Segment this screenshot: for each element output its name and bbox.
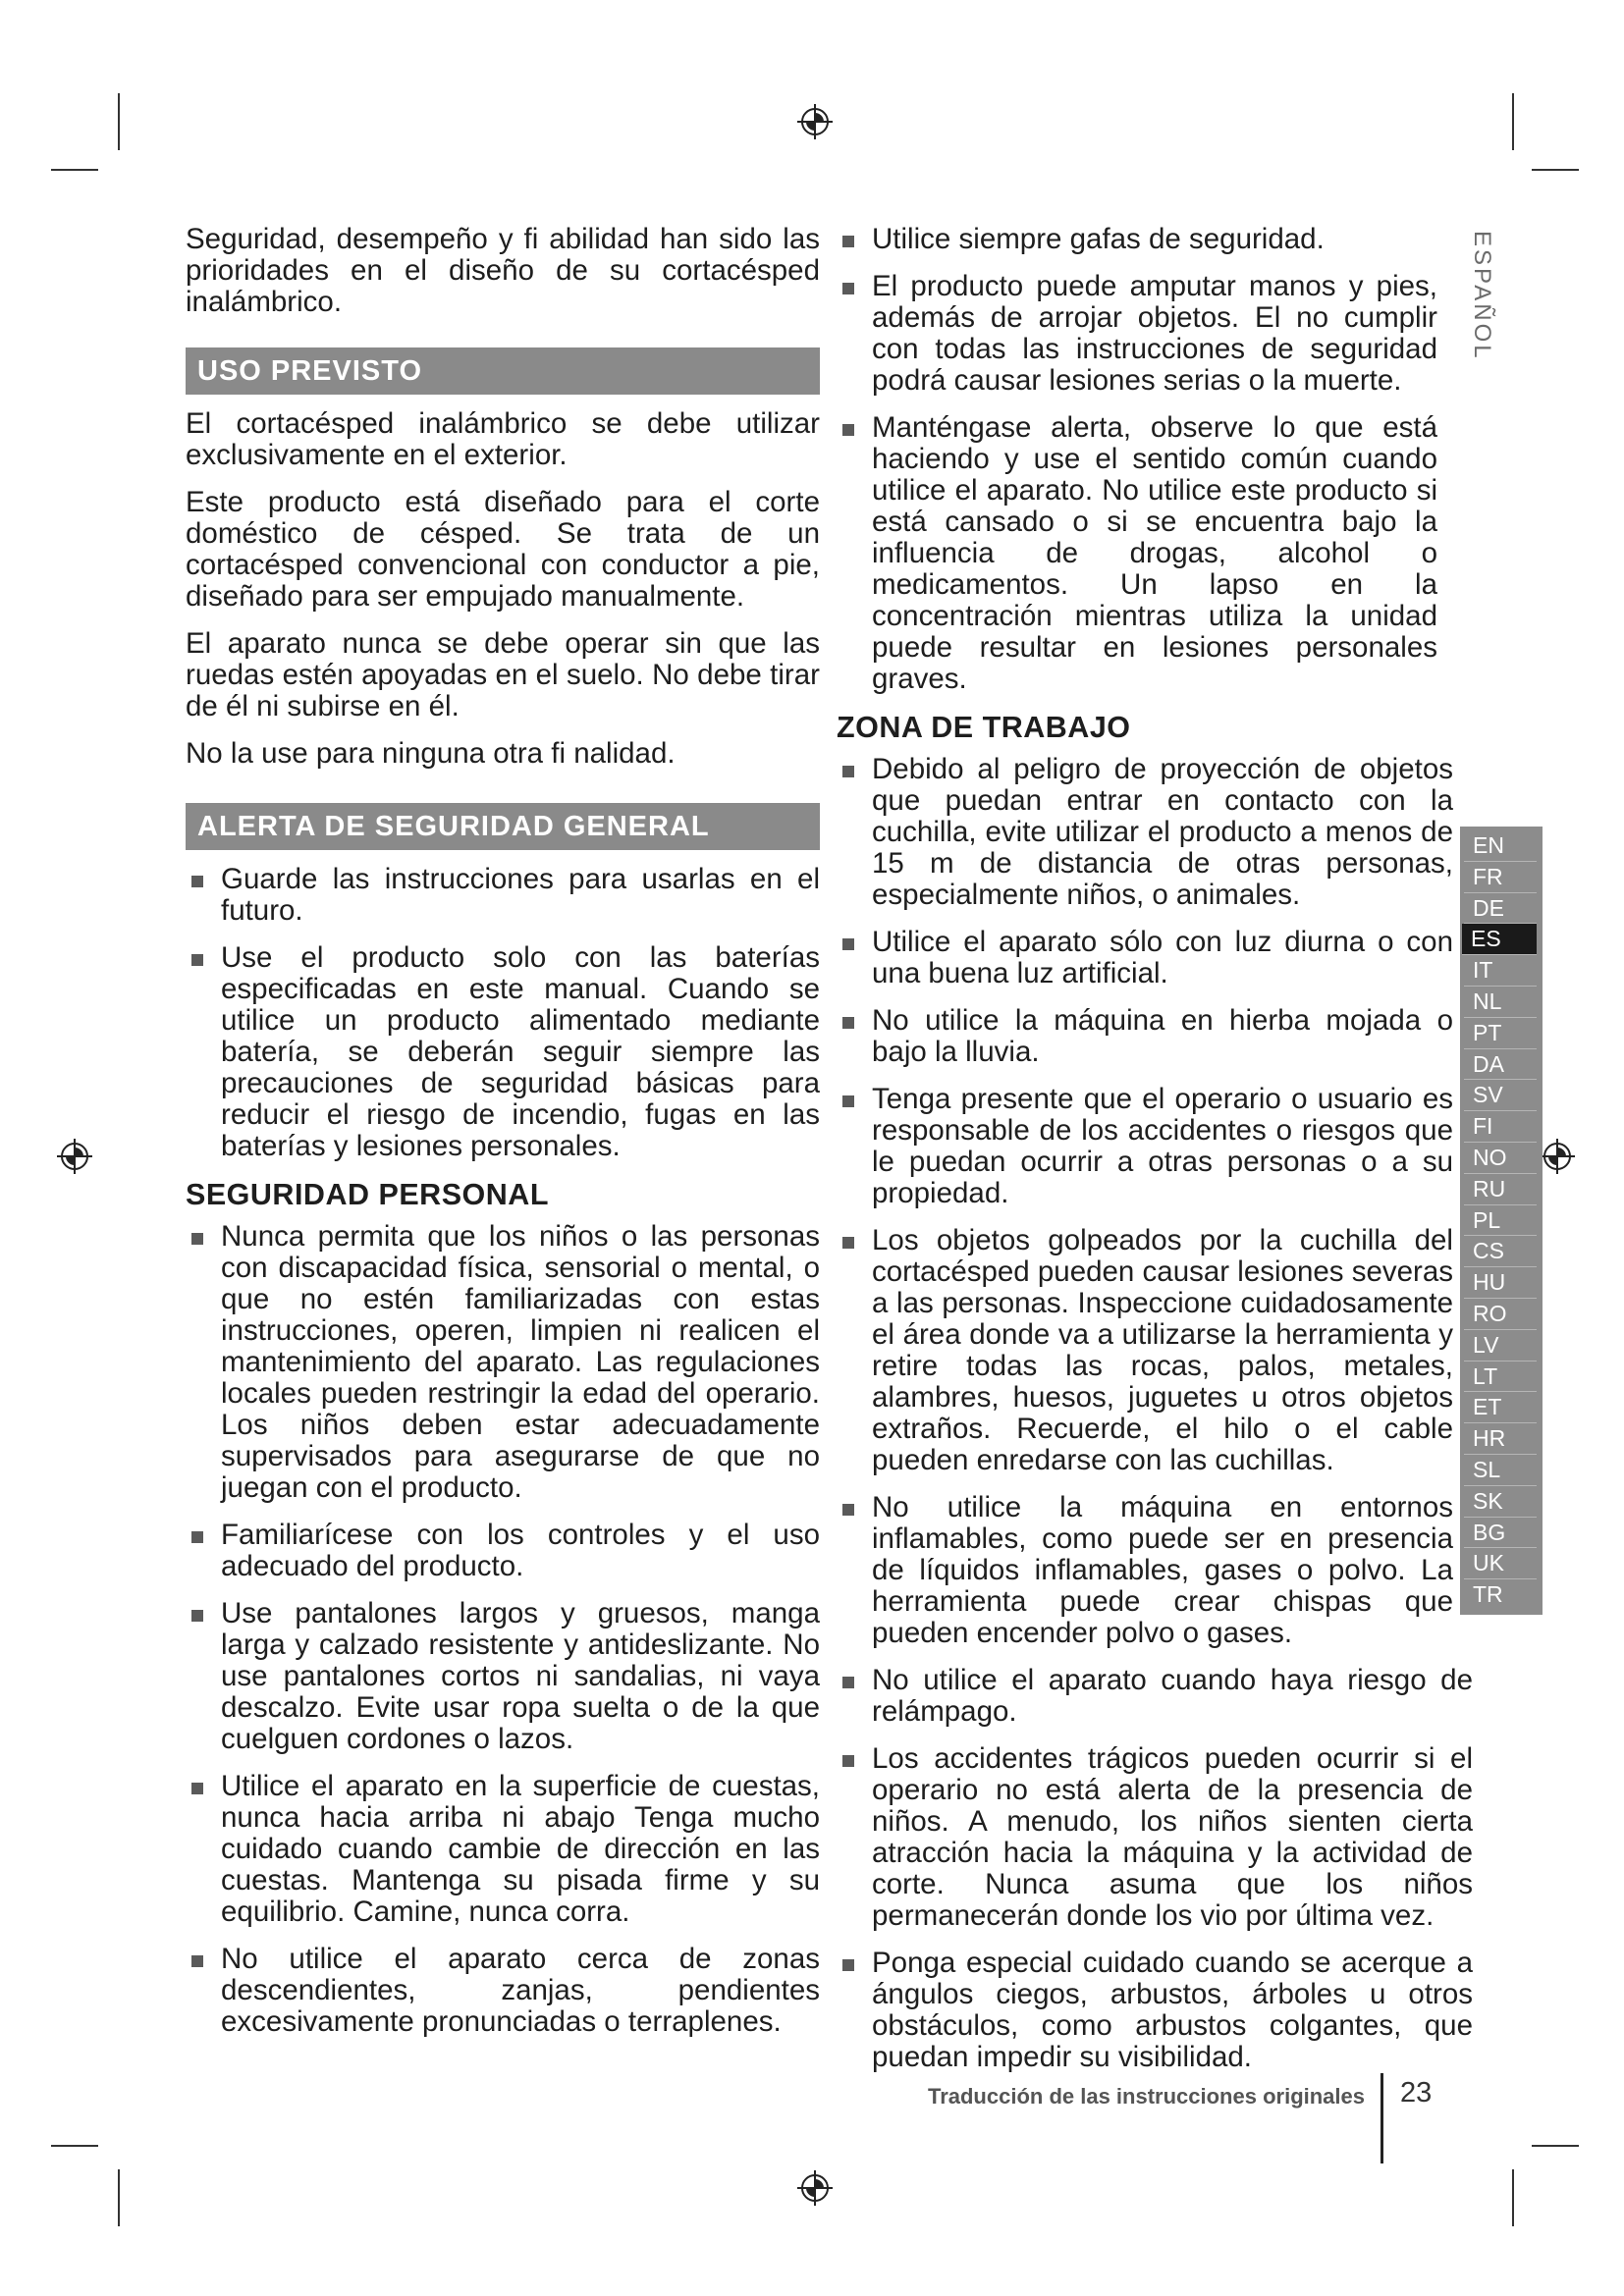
list-item: Tenga presente que el operario o usuario es responsable de los accidentes o riesgos que le puedan ocurrir a otras personas o a su propiedad. [872,1083,1453,1209]
language-tabs [1460,827,1543,1615]
crop-mark [51,169,98,171]
paragraph: Este producto está diseñado para el corte doméstico de césped. Se trata de un cortacésped convencional con conductor a pie, diseñado para ser empujado manualmente. [186,486,820,613]
language-tab-de[interactable]: DE [1464,893,1537,925]
crop-mark [118,93,120,150]
page-number: 23 [1400,2077,1433,2109]
list-item: Utilice el aparato sólo con luz diurna o con una buena luz artificial. [872,926,1453,989]
crop-mark [118,2169,120,2226]
footer-text: Traducción de las instrucciones originales [927,2084,1365,2109]
list-item: No utilice la máquina en hierba mojada o bajo la lluvia. [872,1004,1453,1068]
language-tab-lt[interactable]: LT [1464,1362,1537,1393]
registration-mark-icon [55,1137,94,1176]
list-item: Debido al peligro de proyección de objetos que puedan entrar en contacto con la cuchilla, evite utilizar el producto a menos de 15 m de distancia de otras personas, especialmente niños, o animales. [872,753,1453,911]
list-item: Use el producto solo con las baterías especificadas en este manual. Cuando se utilice un producto alimentado mediante batería, se deberán seguir siempre las precauciones de seguridad básicas para reducir el riesgo de incendio, fugas en las baterías y lesiones personales. [221,941,820,1162]
list-item: Los objetos golpeados por la cuchilla del cortacésped pueden causar lesiones severas a las personas. Inspeccione cuidadosamente el área donde va a utilizarse la herramienta y retire todas las rocas, palos, metales, alambres, huesos, juguetes u otros objetos extraños. Recuerde, el hilo o el cable pueden enredarse con las cuchillas. [872,1224,1454,1476]
list-item: No utilice el aparato cuando haya riesgo de relámpago. [872,1664,1473,1728]
paragraph: El cortacésped inalámbrico se debe utilizar exclusivamente en el exterior. [186,407,820,471]
language-tab-ru[interactable]: RU [1464,1174,1537,1205]
section-heading-seguridad-personal: SEGURIDAD PERSONAL [186,1178,549,1211]
crop-mark [1512,93,1514,150]
list-item: Manténgase alerta, observe lo que está haciendo y use el sentido común cuando utilice el aparato. No utilice este producto si está cansado o si se encuentra bajo la influencia de drogas, alcohol o medicamentos. Un lapso en la concentración mientras utiliza la unidad puede resultar en lesiones personales graves. [872,411,1437,695]
list-item: Familiarícese con los controles y el uso adecuado del producto. [221,1519,820,1582]
language-tab-sl[interactable]: SL [1464,1455,1537,1486]
section-heading-uso-previsto: USO PREVISTO [186,347,820,395]
section-heading-alerta: ALERTA DE SEGURIDAD GENERAL [186,803,820,850]
section-heading-zona-de-trabajo: ZONA DE TRABAJO [837,711,1131,744]
list-item: Nunca permita que los niños o las personas con discapacidad física, sensorial o mental, o que no estén familiarizadas con estas instrucciones, operen, limpien ni realicen el mantenimiento del aparato. Las regulaciones locales pueden restringir la edad del operario. Los niños deben estar adecuadamente supervisados para asegurarse de que no juegan con el producto. [221,1220,820,1504]
language-tab-hr[interactable]: HR [1464,1423,1537,1455]
language-tab-hu[interactable]: HU [1464,1267,1537,1299]
registration-mark-icon [1538,1137,1577,1176]
language-tab-es[interactable]: ES [1462,924,1537,955]
crop-mark [1532,169,1579,171]
zona-list [837,754,1473,2073]
language-tab-uk[interactable]: UK [1464,1548,1537,1579]
language-tab-en[interactable]: EN [1464,830,1537,862]
footer-divider [1380,2073,1383,2163]
left-column [186,224,820,2054]
language-tab-et[interactable]: ET [1464,1392,1537,1423]
language-tab-fr[interactable]: FR [1464,862,1537,893]
paragraph: El aparato nunca se debe operar sin que las ruedas estén apoyadas en el suelo. No debe tirar de él ni subirse en él. [186,627,820,722]
top-safety-list [837,224,1473,695]
list-item: Utilice siempre gafas de seguridad. [872,224,1437,255]
language-tab-lv[interactable]: LV [1464,1330,1537,1362]
side-language-label: ESPAÑOL [1469,231,1495,361]
list-item: No utilice la máquina en entornos inflamables, como puede ser en presencia de líquidos inflamables, gases o polvo. La herramienta puede crear chispas que pueden encender polvo o gases. [872,1491,1453,1649]
list-item: No utilice el aparato cerca de zonas descendientes, zanjas, pendientes excesivamente pronunciadas o terraplenes. [221,1943,820,2038]
seguridad-personal-list [186,1221,820,2038]
language-tab-it[interactable]: IT [1464,955,1537,987]
language-tab-cs[interactable]: CS [1464,1236,1537,1267]
language-tab-pl[interactable]: PL [1464,1205,1537,1237]
list-item: Ponga especial cuidado cuando se acerque a ángulos ciegos, arbustos, árboles u otros obstáculos, como arbustos colgantes, que puedan impedir su visibilidad. [872,1947,1473,2073]
registration-mark-icon [795,102,835,141]
crop-mark [51,2145,98,2147]
list-item: Use pantalones largos y gruesos, manga larga y calzado resistente y antideslizante. No use pantalones cortos ni sandalias, ni vaya descalzo. Evite usar ropa suelta o de la que cuelguen cordones o lazos. [221,1597,820,1755]
intro-paragraph: Seguridad, desempeño y fi abilidad han sido las prioridades en el diseño de su cortacésped inalámbrico. [186,223,820,318]
language-tab-sk[interactable]: SK [1464,1486,1537,1518]
list-item: El producto puede amputar manos y pies, además de arrojar objetos. El no cumplir con todas las instrucciones de seguridad podrá causar lesiones serias o la muerte. [872,270,1437,397]
language-tab-fi[interactable]: FI [1464,1111,1537,1143]
list-item: Utilice el aparato en la superficie de cuestas, nunca hacia arriba ni abajo Tenga mucho cuidado cuando cambie de dirección en las cuestas. Mantenga su pisada firme y su equilibrio. Camine, nunca corra. [221,1770,820,1928]
language-tab-ro[interactable]: RO [1464,1299,1537,1330]
language-tab-da[interactable]: DA [1464,1049,1537,1081]
alerta-list [186,864,820,1162]
crop-mark [1512,2169,1514,2226]
language-tab-pt[interactable]: PT [1464,1018,1537,1049]
language-tab-sv[interactable]: SV [1464,1080,1537,1111]
crop-mark [1532,2145,1579,2147]
list-item: Guarde las instrucciones para usarlas en el futuro. [221,863,820,927]
language-tab-tr[interactable]: TR [1473,1581,1503,1608]
language-tab-bg[interactable]: BG [1464,1518,1537,1549]
registration-mark-icon [795,2168,835,2208]
list-item: Los accidentes trágicos pueden ocurrir si el operario no está alerta de la presencia de niños. A menudo, los niños sienten cierta atracción hacia la máquina y la actividad de corte. Nunca asuma que los niños permanecerán donde los vio por última vez. [872,1742,1473,1932]
paragraph: No la use para ninguna otra fi nalidad. [186,737,676,770]
language-tab-nl[interactable]: NL [1464,987,1537,1018]
right-column [837,224,1473,2089]
language-tab-no[interactable]: NO [1464,1143,1537,1174]
